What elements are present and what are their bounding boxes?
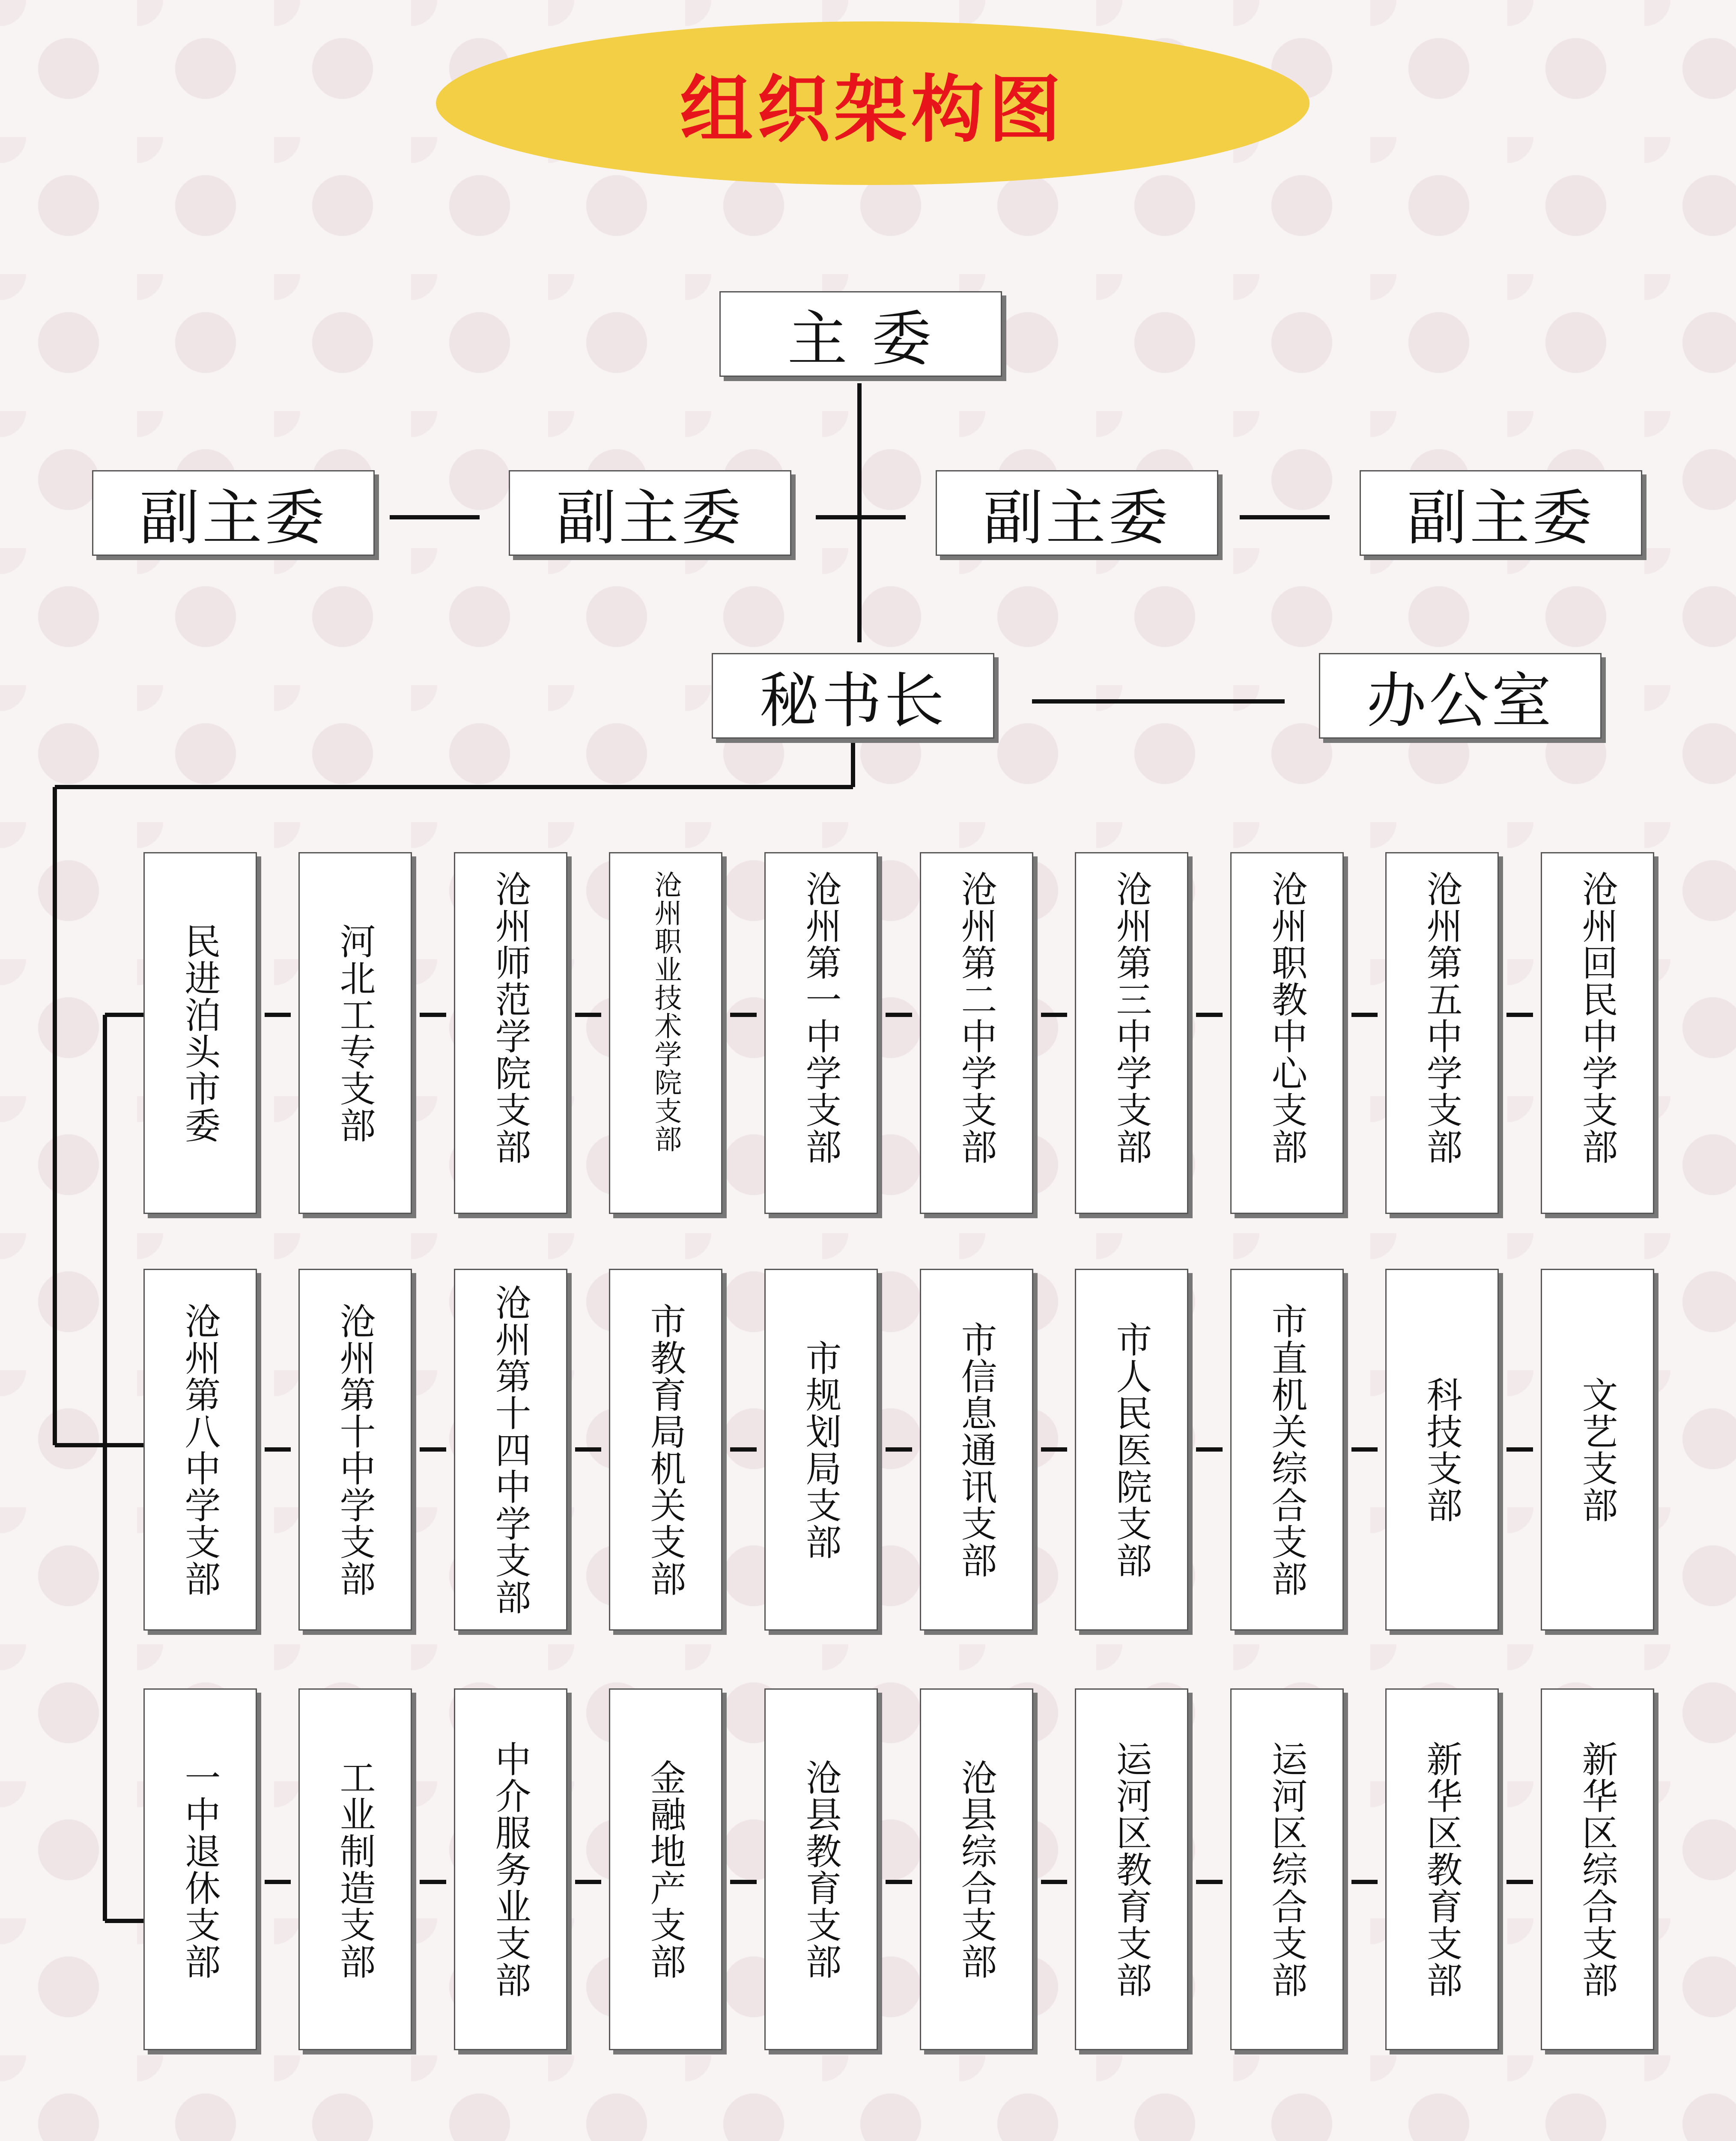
branch-box	[609, 1688, 722, 2050]
branch-box	[454, 1269, 567, 1631]
vice-chair-box-2	[509, 470, 791, 556]
branch-label: 沧县综合支部	[955, 1759, 997, 1980]
branch-label: 沧州第八中学支部	[179, 1302, 221, 1597]
branch-box	[1075, 1269, 1188, 1631]
branch-label: 沧州回民中学支部	[1576, 871, 1618, 1165]
branch-label: 运河区综合支部	[1266, 1740, 1308, 1998]
branch-box	[1230, 852, 1344, 1214]
branch-label: 新华区教育支部	[1421, 1740, 1463, 1998]
branch-box	[1230, 1688, 1344, 2050]
branch-label: 民进泊头市委	[179, 922, 221, 1144]
branch-label: 金融地产支部	[644, 1759, 686, 1980]
branch-label: 沧县教育支部	[800, 1759, 842, 1980]
branch-box	[298, 1269, 412, 1631]
branch-label: 一中退休支部	[179, 1759, 221, 1980]
branch-label: 河北工专支部	[334, 922, 376, 1144]
branch-box	[609, 1269, 722, 1631]
office-label: 办公室	[1366, 666, 1554, 736]
office-box	[1319, 653, 1602, 739]
branch-label: 科技支部	[1421, 1376, 1463, 1524]
branch-label: 沧州第二中学支部	[955, 871, 997, 1165]
branch-label: 沧州第三中学支部	[1110, 871, 1152, 1165]
branch-label: 市规划局支部	[800, 1339, 842, 1560]
branch-box	[1385, 1269, 1499, 1631]
vice-chair-box-3	[936, 470, 1218, 556]
vice-chair-box-4	[1360, 470, 1642, 556]
branch-box	[1541, 852, 1654, 1214]
branch-box	[143, 1688, 257, 2050]
vice-chair-label: 副主委	[1407, 483, 1595, 553]
branch-label: 中介服务业支部	[489, 1740, 531, 1998]
branch-box	[454, 852, 567, 1214]
branch-box	[1541, 1269, 1654, 1631]
page-title: 组织架构图	[680, 67, 1065, 152]
branch-box	[764, 1269, 878, 1631]
branch-box	[143, 1269, 257, 1631]
vice-chair-label: 副主委	[556, 483, 744, 553]
chair-box	[719, 291, 1002, 377]
branch-label: 市信息通讯支部	[955, 1321, 997, 1579]
branch-label: 沧州职业技术学院支部	[650, 871, 682, 1153]
branch-box	[609, 852, 722, 1214]
branch-box	[1075, 1688, 1188, 2050]
branch-box	[764, 852, 878, 1214]
vice-chair-label: 副主委	[139, 483, 327, 553]
branch-box	[920, 1688, 1033, 2050]
branch-label: 文艺支部	[1576, 1376, 1618, 1524]
vice-chair-box-1	[92, 470, 375, 556]
branch-label: 沧州第五中学支部	[1421, 871, 1463, 1165]
branch-label: 运河区教育支部	[1110, 1740, 1152, 1998]
branch-label: 沧州第一中学支部	[800, 871, 842, 1165]
branch-label: 沧州职教中心支部	[1266, 871, 1308, 1165]
branch-box	[454, 1688, 567, 2050]
branch-label: 市人民医院支部	[1110, 1321, 1152, 1579]
branch-box	[1075, 852, 1188, 1214]
branch-label: 市直机关综合支部	[1266, 1302, 1308, 1597]
secretary-general-label: 秘书长	[759, 666, 947, 736]
branch-box	[298, 1688, 412, 2050]
branch-box	[143, 852, 257, 1214]
branch-box	[298, 852, 412, 1214]
branch-label: 工业制造支部	[334, 1759, 376, 1980]
branch-box	[1385, 852, 1499, 1214]
branch-label: 沧州第十四中学支部	[489, 1284, 531, 1616]
branch-box	[1230, 1269, 1344, 1631]
branch-label: 沧州第十中学支部	[334, 1302, 376, 1597]
secretary-general-box	[712, 653, 994, 739]
branch-box	[1541, 1688, 1654, 2050]
branch-box	[920, 852, 1033, 1214]
branch-box	[920, 1269, 1033, 1631]
vice-chair-label: 副主委	[983, 483, 1171, 553]
branch-label: 沧州师范学院支部	[489, 871, 531, 1165]
branch-box	[764, 1688, 878, 2050]
branch-label: 新华区综合支部	[1576, 1740, 1618, 1998]
branch-label: 市教育局机关支部	[644, 1302, 686, 1597]
branch-box	[1385, 1688, 1499, 2050]
chair-label: 主 委	[787, 304, 934, 374]
